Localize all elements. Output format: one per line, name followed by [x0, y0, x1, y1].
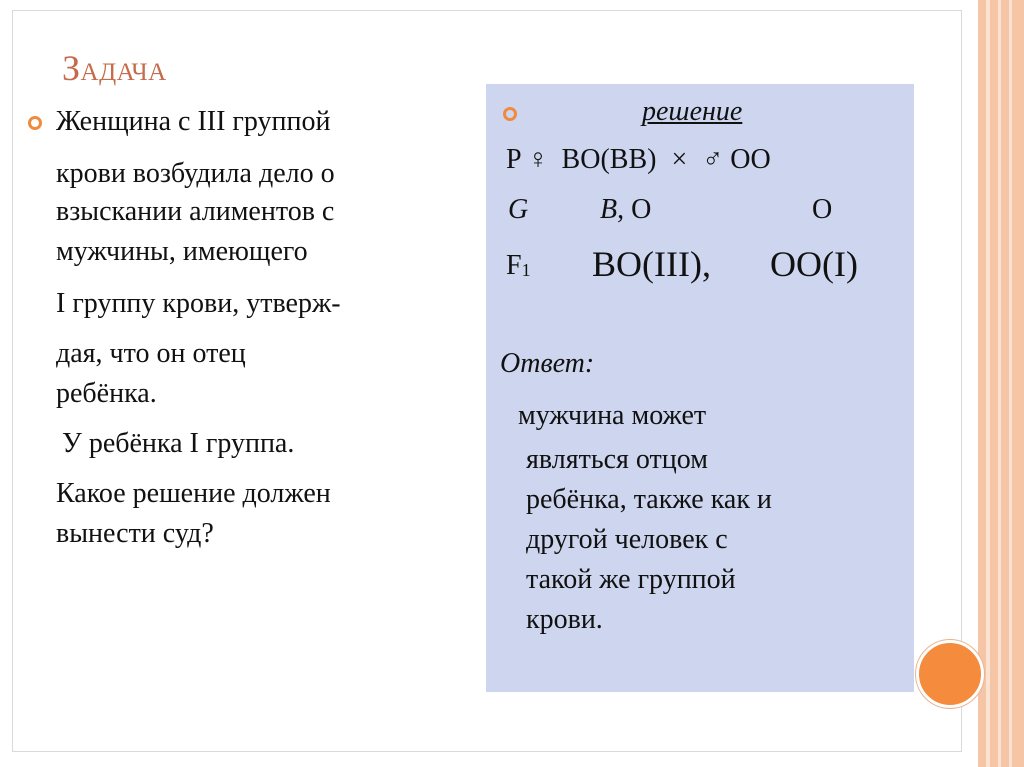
problem-line: вынести суд?	[56, 518, 214, 549]
male-symbol: ♂	[702, 144, 724, 175]
gamete-b: В	[600, 194, 618, 225]
answer-line: ребёнка, также как и	[526, 484, 772, 515]
female-genotype: ВО(ВВ)	[561, 144, 657, 175]
problem-line: У ребёнка I группа.	[62, 428, 295, 459]
bullet-icon	[503, 107, 517, 121]
answer-line: являться отцом	[526, 444, 708, 475]
solution-panel	[486, 84, 914, 692]
answer-line: крови.	[526, 604, 603, 635]
gamete-o: , О	[617, 194, 652, 225]
problem-line: дая, что он отец	[56, 338, 246, 369]
cross-symbol: ×	[671, 144, 688, 175]
female-symbol: ♀	[527, 144, 549, 175]
solution-heading: решение	[642, 96, 743, 127]
problem-line: взыскании алиментов с	[56, 196, 335, 227]
stripe-light	[986, 0, 990, 767]
bullet-icon	[28, 116, 42, 130]
answer-line: другой человек с	[526, 524, 728, 555]
problem-line: ребёнка.	[56, 378, 157, 409]
offspring-second: ОО(I)	[770, 244, 858, 284]
answer-line: такой же группой	[526, 564, 736, 595]
side-decoration-stripes	[978, 0, 1024, 767]
problem-line: Женщина с III группой	[56, 106, 331, 137]
decorative-circle	[916, 640, 984, 708]
answer-label: Ответ:	[500, 348, 595, 379]
stripe-light	[998, 0, 1001, 767]
parents-row	[506, 146, 771, 174]
problem-line: Какое решение должен	[56, 478, 331, 509]
female-gametes	[600, 196, 651, 224]
offspring-first: ВО(III),	[592, 244, 711, 284]
offspring-label	[506, 252, 531, 280]
male-gametes: О	[812, 194, 833, 225]
answer-line: мужчина может	[518, 400, 707, 431]
male-genotype: ОО	[730, 144, 771, 175]
slide-title: Задача	[62, 48, 167, 88]
problem-line: I группу крови, утверж-	[56, 288, 341, 319]
stripe-light	[1009, 0, 1012, 767]
offspring-label-sub: 1	[521, 260, 531, 280]
parents-label: P	[506, 144, 521, 175]
problem-line: крови возбудила дело о	[56, 158, 335, 189]
gametes-label: G	[508, 194, 529, 225]
offspring-label-f: F	[506, 250, 522, 281]
problem-line: мужчины, имеющего	[56, 236, 308, 267]
